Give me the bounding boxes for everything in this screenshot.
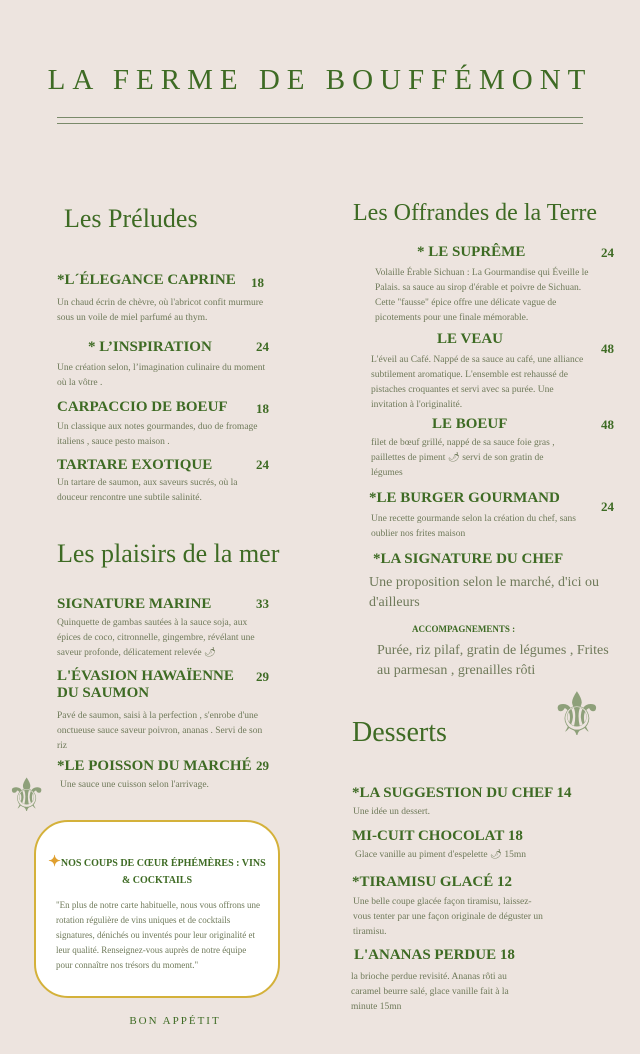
restaurant-title: LA FERME DE BOUFFÉMONT — [47, 64, 593, 96]
item-name: * LE SUPRÊME — [417, 244, 526, 260]
item-price: 24 — [256, 339, 269, 354]
section-preludes: Les Préludes — [64, 204, 198, 233]
item-name: LE VEAU — [437, 331, 503, 347]
item-price: 48 — [601, 341, 614, 356]
item-desc: Une proposition selon le marché, d'ici ou d'ailleurs — [369, 575, 599, 610]
item-desc: Quinquette de gambas sautées à la sauce soja, aux épices de coco, citronnelle, gingembre, révélant une saveur profonde, délicatement relevée 🌶 — [57, 618, 255, 658]
item-name: LE BOEUF — [432, 416, 508, 432]
item-desc: Une création selon, l’imagination culinaire du moment où la vôtre . — [57, 363, 266, 388]
fleur-de-lis-icon: ⚜ — [550, 680, 604, 750]
divider — [57, 117, 583, 118]
item-desc: Pavé de saumon, saisi à la perfection , s'enrobe d'une onctueuse sauce saveur poivron, ananas . Servi de son riz — [57, 711, 263, 751]
item-name: *L´ÉLEGANCE CAPRINE — [57, 272, 236, 288]
section-desserts: Desserts — [352, 717, 447, 748]
item-price: 18 — [256, 401, 269, 416]
item-name: MI-CUIT CHOCOLAT 18 — [352, 828, 523, 844]
item-name: *TIRAMISU GLACÉ 12 — [352, 874, 513, 890]
item-desc: Une belle coupe glacée façon tiramisu, laissez-vous tenter par une façon originale de déguster un tiramisu. — [353, 897, 543, 937]
item-desc: filet de bœuf grillé, nappé de sa sauce foie gras , paillettes de piment 🌶 servi de son gratin de légumes — [371, 438, 555, 478]
item-name: SIGNATURE MARINE — [57, 596, 212, 612]
fleur-de-lis-icon: ⚜ — [6, 768, 48, 822]
item-desc: Glace vanille au piment d'espelette 🌶 15mn — [355, 850, 526, 860]
item-name: CARPACCIO DE BOEUF — [57, 399, 228, 415]
item-name: *LA SUGGESTION DU CHEF 14 — [352, 785, 572, 801]
wine-cocktail-box — [34, 820, 280, 998]
item-name: L'ÉVASION HAWAÏENNE DU SAUMON — [57, 668, 234, 701]
box-text: "En plus de notre carte habituelle, nous vous offrons une rotation régulière de vins uniques et de cocktails signatures, dénichés ou inventés pour leur originalité et leur qualité. Renseignez-vous auprès de notre équipe pour connaître nos trésors du moment." — [56, 900, 260, 970]
item-price: 29 — [256, 669, 269, 684]
item-price: 24 — [256, 457, 269, 472]
item-desc: Une idée un dessert. — [353, 807, 431, 817]
item-desc: Un classique aux notes gourmandes, duo de fromage italiens , sauce pesto maison . — [57, 422, 258, 447]
item-price: 24 — [601, 499, 614, 514]
item-name: TARTARE EXOTIQUE — [57, 457, 213, 473]
item-name: * L’INSPIRATION — [88, 339, 212, 355]
section-terre: Les Offrandes de la Terre — [353, 200, 597, 226]
item-desc: Volaille Érable Sichuan : La Gourmandise qui Éveille le Palais. sa sauce au sirop d'érable et poivre de Sichuan. Cette "fausse" épice offre une délicate vague de picotements pour une finale mémorable. — [375, 268, 589, 323]
item-desc: la brioche perdue revisité. Ananas rôti au caramel beurre salé, glace vanille fait à la minute 15mn — [351, 972, 509, 1012]
item-price: 18 — [251, 275, 264, 290]
accompaniments-list: Purée, riz pilaf, gratin de légumes , Frites au parmesan , grenailles rôti — [377, 643, 609, 678]
item-desc: Une recette gourmande selon la création du chef, sans oublier nos frites maison — [371, 514, 576, 539]
item-price: 48 — [601, 417, 614, 432]
box-title: NOS COUPS DE CŒUR ÉPHÉMÈRES : VINS & COCKTAILS — [60, 858, 266, 886]
section-mer: Les plaisirs de la mer — [57, 539, 280, 568]
divider — [57, 123, 583, 124]
item-name: *LE POISSON DU MARCHÉ — [57, 758, 252, 774]
footer-text: BON APPÉTIT — [129, 1015, 221, 1027]
item-price: 29 — [256, 758, 269, 773]
item-name: *LE BURGER GOURMAND — [369, 490, 560, 506]
item-desc: Une sauce une cuisson selon l'arrivage. — [60, 780, 209, 790]
item-desc: L'éveil au Café. Nappé de sa sauce au café, une alliance subtilement aromatique. L'ensemble est rehaussé de pistaches croquantes et servi avec sa purée. Une invitation à l'originalité. — [371, 355, 584, 410]
item-name: *LA SIGNATURE DU CHEF — [373, 551, 564, 567]
accompaniments-label: ACCOMPAGNEMENTS : — [412, 624, 516, 634]
item-name: L'ANANAS PERDUE 18 — [354, 947, 515, 963]
item-price: 33 — [256, 596, 269, 611]
item-desc: Un chaud écrin de chèvre, où l'abricot confit murmure sous un voile de miel parfumé au thym. — [57, 298, 264, 323]
item-price: 24 — [601, 245, 614, 260]
item-desc: Un tartare de saumon, aux saveurs sucrés, où la douceur rencontre une subtile salinité. — [57, 478, 238, 503]
sparkle-icon: ✦ — [48, 854, 61, 870]
